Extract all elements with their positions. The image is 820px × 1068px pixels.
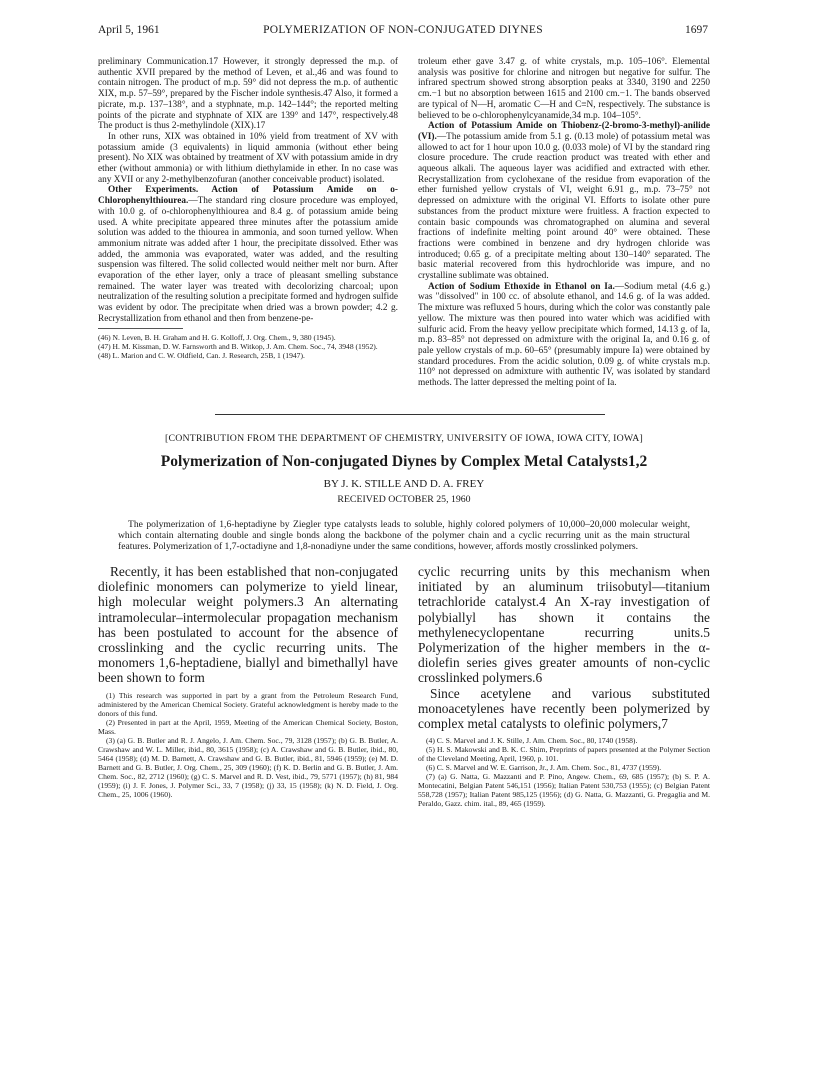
- running-header: [98, 24, 708, 40]
- footnote: (2) Presented in part at the April, 1959, Meeting of the American Chemical Society, Boston, Mass.: [98, 717, 398, 736]
- footnote: (3) (a) G. B. Butler and R. J. Angelo, J. Am. Chem. Soc., 79, 3128 (1957); (b) G. B. Butler, A. Crawshaw and W. L. Miller, ibid., 80, 3615 (1958); (c) A. Crawshaw and G. B. Butler, ibid., 80, 5464 (1958); (d) M. D. Barnett, A. Crawshaw and G. B. Butler, ibid., 81, 5946 (1959); (e) M. D. Barnett and G. B. Butler, J. Org. Chem., 25, 309 (1960); (f) K. D. Berlin and G. B. Butler, J. Am. Chem. Soc., 82, 2712 (1960); (g) C. S. Marvel and R. D. Vest, ibid., 79, 5771 (1957); (h) 81, 984 (1959); (i) J. F. Jones, J. Polymer Sci., 33, 7 (1958); (j) 33, 15 (1958); (k) N. D. Field, J. Org. Chem., 25, 1006 (1960).: [98, 735, 398, 799]
- page-number: 1697: [685, 24, 708, 36]
- paragraph: troleum ether gave 3.47 g. of white crystals, m.p. 105–106°. Elemental analysis was positive for chlorine and nitrogen but negative for sulfur. The infrared spectrum showed strong absorption peaks at 3340, 3190 and 2250 cm.−1 but no absorption between 1615 and 2100 cm.−1. The bands observed are typical of N—H, aromatic C—H and C≡N, respectively. The substance is believed to be o-chlorophenylcyanamide,34 m.p. 104–105°.: [418, 57, 710, 121]
- paragraph: In other runs, XIX was obtained in 10% yield from treatment of XV with potassium amide (3 equivalents) in liquid ammonia (without ether being present). No XIX was obtained by treatment of XV with potassium amide in dry ether (without ammonia) or with lithium diethylamide in ether. In no case was any XVII or any 2-methylbenzofuran (another conceivable product) isolated.: [98, 131, 398, 185]
- footnote: (5) H. S. Makowski and B. K. C. Shim, Preprints of papers presented at the Polymer Section of the Cleveland Meeting, April, 1960, p. 101.: [418, 745, 710, 764]
- section-heading: Action of Potassium Amide on Thiobenz-(2-bromo-3-methyl)-anilide (VI).: [418, 121, 710, 142]
- footnote: (4) C. S. Marvel and J. K. Stille, J. Am. Chem. Soc., 80, 1740 (1958).: [426, 736, 638, 746]
- footnote: (7) (a) G. Natta, G. Mazzanti and P. Pino, Angew. Chem., 69, 685 (1957); (b) S. P. A. Montecatini, Belgian Patent 546,151 (1956); Italian Patent 530,753 (1955); (c) Belgian Patent 558,728 (1957); Italian Patent 985,125 (1956); (d) G. Natta, G. Mazzanti, G. Pregaglia and M. Peraldo, Gazz. chim. ital., 89, 465 (1959).: [418, 772, 710, 809]
- body-right-column: [418, 564, 710, 808]
- article-title: Polymerization of Non-conjugated Diynes by Complex Metal Catalysts1,2: [160, 453, 648, 470]
- body-paragraph: Recently, it has been established that non-conjugated diolefinic monomers can polymerize to yield linear, high molecular weight polymers.3 An alternating intramolecular–intermolecular propagation mechanism has been postulated to account for the absence of crosslinking and the cyclic recurring units. The monomers 1,6-heptadiene, biallyl and bimethallyl have been shown to form: [98, 564, 398, 686]
- header-date: April 5, 1961: [98, 24, 160, 36]
- footnote: (46) N. Leven, B. H. Graham and H. G. Kolloff, J. Org. Chem., 9, 380 (1945).: [98, 332, 336, 342]
- paragraph-text: —The potassium amide from 5.1 g. (0.13 mole) of potassium metal was allowed to act for 1 hour upon 10.0 g. (0.033 mole) of VI by the standard ring closure procedure. The crude reaction product was treated with ether and aqueous alkali. The aqueous layer was acidified and extracted with ether. Recrystallization from cyclohexane of the residue from evaporation of the ether furnished yellow crystals of VI, weight 6.91 g., m.p. 73–75° not depressed on admixture with the original VI. Efforts to isolate other pure substances from the product mixture were fruitless. A fraction expected to contain basic compounds was chromatographed on alumina and several fractions of indefinite melting point around 40° were obtained. These fractions were combined in benzene and dry hydrogen chloride was introduced; 0.65 g. of a precipitate melting about 130–140° separated. The basic material recovered from this hydrochloride was impure, and no crystalline sublimate was obtained.: [418, 131, 710, 282]
- paragraph: [418, 282, 710, 389]
- body-left-column: [98, 564, 398, 799]
- section-heading: Other Experiments. Action of Potassium Amide on o-Chlorophenylthiourea.: [98, 185, 398, 207]
- footnote: (48) L. Marion and C. W. Oldfield, Can. J. Research, 25B, 1 (1947).: [98, 350, 305, 360]
- contribution-line: [CONTRIBUTION FROM THE DEPARTMENT OF CHEMISTRY, UNIVERSITY OF IOWA, IOWA CITY, IOWA]: [165, 433, 643, 444]
- footnote: (1) This research was supported in part by a grant from the Petroleum Research Fund, administered by the American Chemical Society. Grateful acknowledgment is hereby made to the donors of this fund.: [98, 690, 398, 718]
- section-heading: Action of Sodium Ethoxide in Ethanol on Ia.: [428, 281, 615, 292]
- footnote: (6) C. S. Marvel and W. E. Garrison, Jr., J. Am. Chem. Soc., 81, 4737 (1959).: [426, 763, 662, 773]
- top-right-column: [418, 57, 710, 389]
- footnote-rule: [98, 328, 183, 329]
- article-authors: BY J. K. STILLE AND D. A. FREY: [323, 478, 485, 490]
- top-left-column: [98, 57, 398, 360]
- section-divider: [215, 414, 605, 415]
- paragraph-text: —The standard ring closure procedure was employed, with 10.0 g. of o-chlorophenylthiourea and 8.4 g. of potassium amide being used. A white precipitate appeared three minutes after the potassium amide solution was added to the thiourea in ammonia, and soon turned yellow. When ammonium nitrate was added after 1 hour, the precipitate dissolved. Ether was added, the ammonia was evaporated, water was added, and the resulting suspension was filtered. The solid collected would neither melt nor burn. After evaporation of the ether layer, only a trace of pleasant smelling substance remained. The water layer was treated with decolorizing charcoal; upon neutralization of the resulting solution a precipitate formed and hydrogen sulfide was evident by odor. The precipitate when dried was a brown powder; 4.2 g. Recrystallization from ethanol and then from benzene-pe-: [98, 196, 398, 324]
- paragraph-text: —Sodium metal (4.6 g.) was "dissolved" in 100 cc. of absolute ethanol, and 14.6 g. of Ia was added. The mixture was refluxed 5 hours, during which the color was constantly pale yellow. The mixture was then poured into water which was acidified with sulfuric acid. From the heavy yellow precipitate which formed, 14.13 g. of Ia, m.p. 83–85° not depressed on admixture with the original Ia, and 0.16 g. of pale yellow crystals of m.p. 60–65° (presumably impure Ia) were obtained by standard procedures. From the acidic solution, 0.09 g. of white crystals m.p. 110° not depressed on admixture with authentic IV, was isolated by standard methods. The latter depressed the melting point of Ia.: [418, 281, 710, 389]
- footnote: (47) H. M. Kissman, D. W. Farnsworth and B. Witkop, J. Am. Chem. Soc., 74, 3948 (1952).: [98, 341, 378, 351]
- paragraph: [98, 185, 398, 324]
- header-title: POLYMERIZATION OF NON-CONJUGATED DIYNES: [263, 24, 543, 36]
- paragraph: preliminary Communication.17 However, it strongly depressed the m.p. of authentic XVII prepared by the method of Leven, et al.,46 and was found to contain nitrogen. The product of m.p. 59° did not depress the m.p. of authentic XIX, m.p. 57–59°, prepared by the Fischer indole synthesis.47 Also, it formed a picrate, m.p. 137–138°, and a styphnate, m.p. 142–144°; the reported melting points of the picrate and styphnate of XIX are 139° and 147°, respectively.48 The product is thus 2-methylindole (XIX).17: [98, 57, 398, 132]
- paragraph: [418, 121, 710, 282]
- abstract: The polymerization of 1,6-heptadiyne by Ziegler type catalysts leads to soluble, highly colored polymers of 10,000–20,000 molecular weight, which contain alternating double and single bonds along the backbone of the polymer chain and a cyclic recurring unit as the main structural features. Polymerization of 1,7-octadiyne and 1,8-nonadiyne under the same conditions, however, affords mostly crosslinked polymers.: [118, 519, 690, 552]
- body-paragraph: Since acetylene and various substituted monoacetylenes have recently been polymerized by complex metal catalysts to olefinic polymers,7: [418, 685, 710, 732]
- body-paragraph: cyclic recurring units by this mechanism when initiated by an aluminum triisobutyl—titanium tetrachloride catalyst.4 An X-ray investigation of polybiallyl has shown it contains the methylenecyclopentane recurring units.5 Polymerization of the higher members in the α-diolefin series gives greater amounts of non-cyclic crosslinked polymers.6: [418, 564, 710, 686]
- received-date: RECEIVED OCTOBER 25, 1960: [337, 494, 471, 505]
